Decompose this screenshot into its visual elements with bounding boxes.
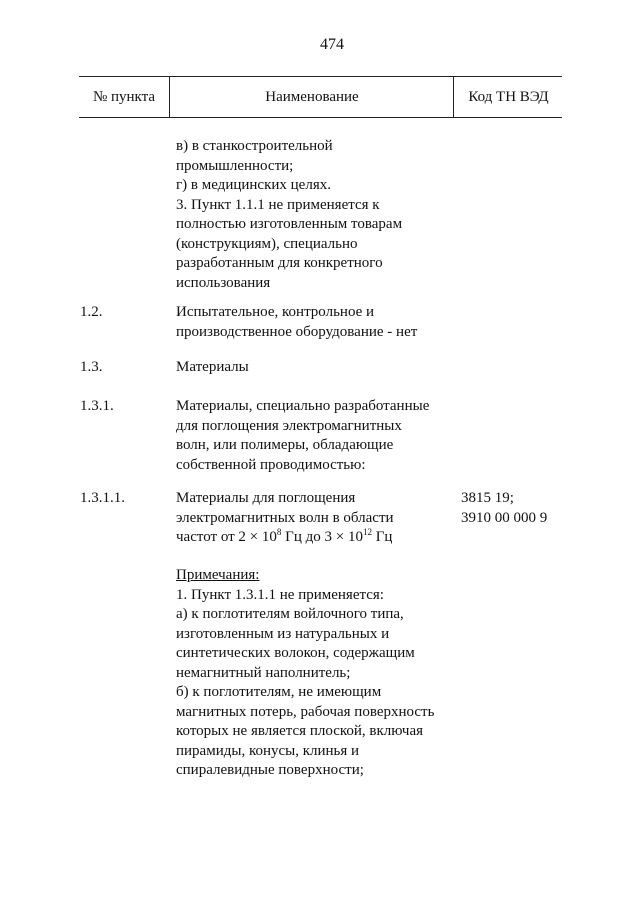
text-line: разработанным для конкретного [176,255,383,271]
page-number: 474 [320,36,344,53]
text-line: собственной проводимостью: [176,456,366,473]
text-line: Материалы, специально разработанные [176,398,430,414]
text-line: полностью изготовленным товарам [176,216,403,232]
tnved-code: 3815 19; [461,490,514,506]
freq-prefix: частот от 2 × 10 [176,529,277,545]
text-line: 1. Пункт 1.3.1.1 не применяется: [176,586,384,603]
text-line: промышленности; [176,157,294,174]
notes-title: Примечания: [176,567,260,583]
table-header [79,76,562,118]
text-line: в) в станкостроительной [176,138,333,154]
text-line: магнитных потерь, рабочая поверхность [176,703,435,720]
text-line: немагнитный наполнитель; [176,664,351,681]
freq-suffix: Гц [371,529,393,545]
item-number: 1.3.1. [80,398,114,414]
text-line: электромагнитных волн в области [176,509,394,526]
item-number: 1.2. [80,304,103,320]
header-code: Код ТН ВЭД [453,77,563,117]
tnved-code: 3910 00 000 9 [461,509,548,526]
intro-text [176,137,402,293]
text-line: для поглощения электромагнитных [176,417,402,434]
freq-exponent: 8 [276,527,282,537]
freq-exponent: 12 [362,527,372,537]
item-name [176,489,394,548]
item-name [176,397,429,475]
text-line: синтетических волокон, содержащим [176,645,415,661]
text-line: Материалы для поглощения [176,490,356,506]
text-line: Испытательное, контрольное и [176,304,375,320]
text-line: изготовленным из натуральных и [176,625,390,642]
text-line: спиралевидные поверхности; [176,762,364,778]
text-line: которых не является плоской, включая [176,723,424,739]
text-line: (конструкциям), специально [176,235,358,252]
item-number: 1.3. [80,359,103,375]
text-line: 3. Пункт 1.1.1 не применяется к [176,196,380,213]
text-line: использования [176,274,271,291]
freq-middle: Гц до 3 × 10 [281,529,363,545]
header-name: Наименование [169,77,454,117]
item-name [176,358,249,378]
text-line: а) к поглотителям войлочного типа, [176,606,404,622]
text-line: б) к поглотителям, не имеющим [176,684,382,700]
frequency-line [176,528,394,548]
text-line: Материалы [176,359,249,375]
item-name [176,303,417,342]
header-item-number: № пункта [92,89,156,105]
notes-block [176,566,434,781]
text-line: волн, или полимеры, обладающие [176,437,394,453]
text-line: производственное оборудование - нет [176,323,418,340]
item-number: 1.3.1.1. [80,490,125,506]
item-codes [461,489,547,528]
text-line: г) в медицинских целях. [176,177,331,193]
text-line: пирамиды, конусы, клинья и [176,742,360,759]
